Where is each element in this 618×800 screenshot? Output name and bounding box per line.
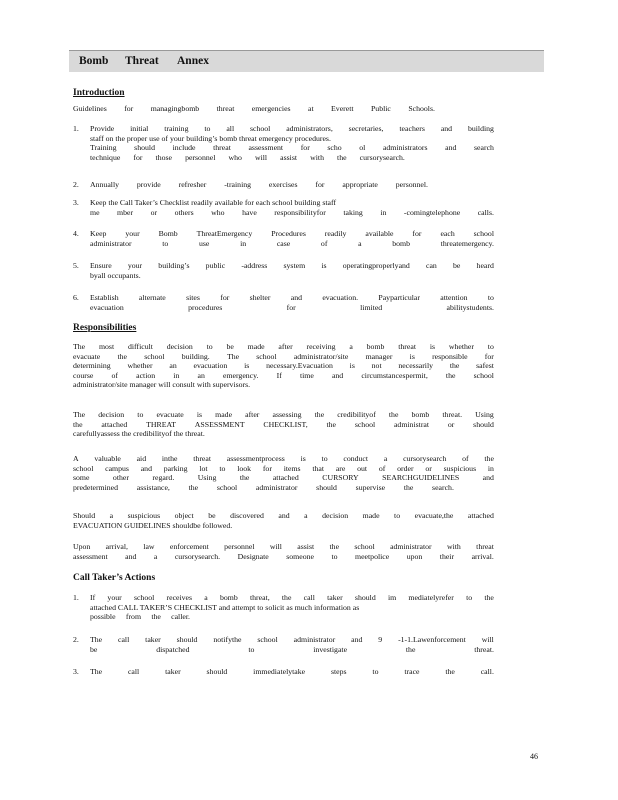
responsibility-line: administrator/site manager will consult with supervisors. — [73, 380, 251, 390]
intro-item-number: 6. — [73, 293, 79, 302]
responsibilities-heading: Responsibilities — [73, 323, 137, 333]
responsibility-line: school campus and parking lot to look for items that are out of order or suspicious in — [73, 463, 494, 473]
responsibility-line: course of action in an emergency. If time and circumstancespermit, the school — [73, 370, 494, 380]
intro-item-line: byall occupants. — [90, 270, 141, 280]
title-word-threat: Threat — [125, 55, 159, 67]
call-taker-heading: Call Taker’s Actions — [73, 573, 156, 583]
intro-item-line: Training should include threat assessment for scho ol administrators and search — [90, 143, 494, 153]
responsibility-line: determining whether an evacuation is necessary.Evacuation is not necessarily the safest — [73, 361, 494, 371]
responsibility-line: The decision to evacuate is made after assessing the credibilityof the bomb threat. Using — [73, 410, 494, 419]
responsibility-line: assessment and a cursorysearch. Designate someone to meetpolice upon their arrival. — [73, 551, 494, 561]
call-item-line: attached CALL TAKER’S CHECKLIST and attempt to solicit as much information as — [90, 602, 360, 612]
call-item-line: be dispatched to investigate the threat. — [90, 644, 494, 654]
intro-item-line: technique for those personnel who will assist with the cursorysearch. — [90, 152, 405, 162]
responsibility-line: EVACUATION GUIDELINES shouldbe followed. — [73, 520, 233, 530]
intro-item-line: Ensure your building’s public -address system is operatingproperlyand can be heard — [90, 261, 494, 270]
intro-item-line: me mber or others who have responsibilityfor taking in -comingtelephone calls. — [90, 207, 494, 217]
responsibility-line: Upon arrival, law enforcement personnel will assist the school administrator with threat — [73, 542, 494, 551]
call-item-line: If your school receives a bomb threat, the call taker should im mediatelyrefer to the — [90, 593, 494, 602]
page-number: 46 — [530, 752, 538, 761]
intro-item-number: 3. — [73, 198, 79, 207]
intro-item-number: 2. — [73, 180, 79, 189]
intro-item-line: Keep your Bomb ThreatEmergency Procedures readily available for each school — [90, 229, 494, 238]
title-word-bomb: Bomb — [79, 55, 109, 67]
responsibility-line: evacuate the school building. The school administrator/site manager is responsible for — [73, 351, 494, 361]
intro-item-line: Keep the Call Taker’s Checklist readily available for each school building staff — [90, 198, 337, 207]
intro-item-line: evacuation procedures for limited abilitystudents. — [90, 302, 494, 312]
responsibility-line: The most difficult decision to be made after receiving a bomb threat is whether to — [73, 342, 494, 351]
call-item-number: 1. — [73, 593, 79, 602]
call-item-line: possible from the caller. — [90, 612, 190, 622]
intro-item-line: Establish alternate sites for shelter and evacuation. Payparticular attention to — [90, 293, 494, 302]
responsibility-line: predetermined assistance, the school administrator should supervise the search. — [73, 482, 454, 492]
call-item-line: The call taker should notifythe school administrator and 9 -1-1.Lawenforcement will — [90, 635, 494, 644]
title-word-annex: Annex — [177, 55, 209, 67]
responsibility-line: A valuable aid inthe threat assessmentprocess is to conduct a cursorysearch of the — [73, 454, 494, 463]
intro-item-number: 5. — [73, 261, 79, 270]
call-item-number: 2. — [73, 635, 79, 644]
intro-item-line: Annually provide refresher -training exercises for appropriate personnel. — [90, 180, 428, 189]
responsibility-line: the attached THREAT ASSESSMENT CHECKLIST, the school administrat or should — [73, 419, 494, 429]
call-item-line: The call taker should immediatelytake steps to trace the call. — [90, 667, 494, 676]
intro-item-number: 1. — [73, 124, 79, 133]
intro-item-number: 4. — [73, 229, 79, 238]
intro-item-line: Provide initial training to all school administrators, secretaries, teachers and building — [90, 124, 494, 133]
responsibility-line: carefullyassess the credibilityof the threat. — [73, 429, 205, 439]
call-item-number: 3. — [73, 667, 79, 676]
intro-item-line: staff on the proper use of your building’s bomb threat emergency procedures. — [90, 133, 331, 143]
section-title-bar — [69, 50, 544, 72]
intro-item-line: administrator to use in case of a bomb threatemergency. — [90, 238, 494, 248]
responsibility-line: Should a suspicious object be discovered and a decision made to evacuate,the attached — [73, 511, 494, 520]
responsibility-line: some other regard. Using the attached CURSORY SEARCHGUIDELINES and — [73, 473, 494, 483]
intro-line: Guidelines for managingbomb threat emergencies at Everett Public Schools. — [73, 104, 435, 113]
introduction-heading: Introduction — [73, 88, 125, 98]
